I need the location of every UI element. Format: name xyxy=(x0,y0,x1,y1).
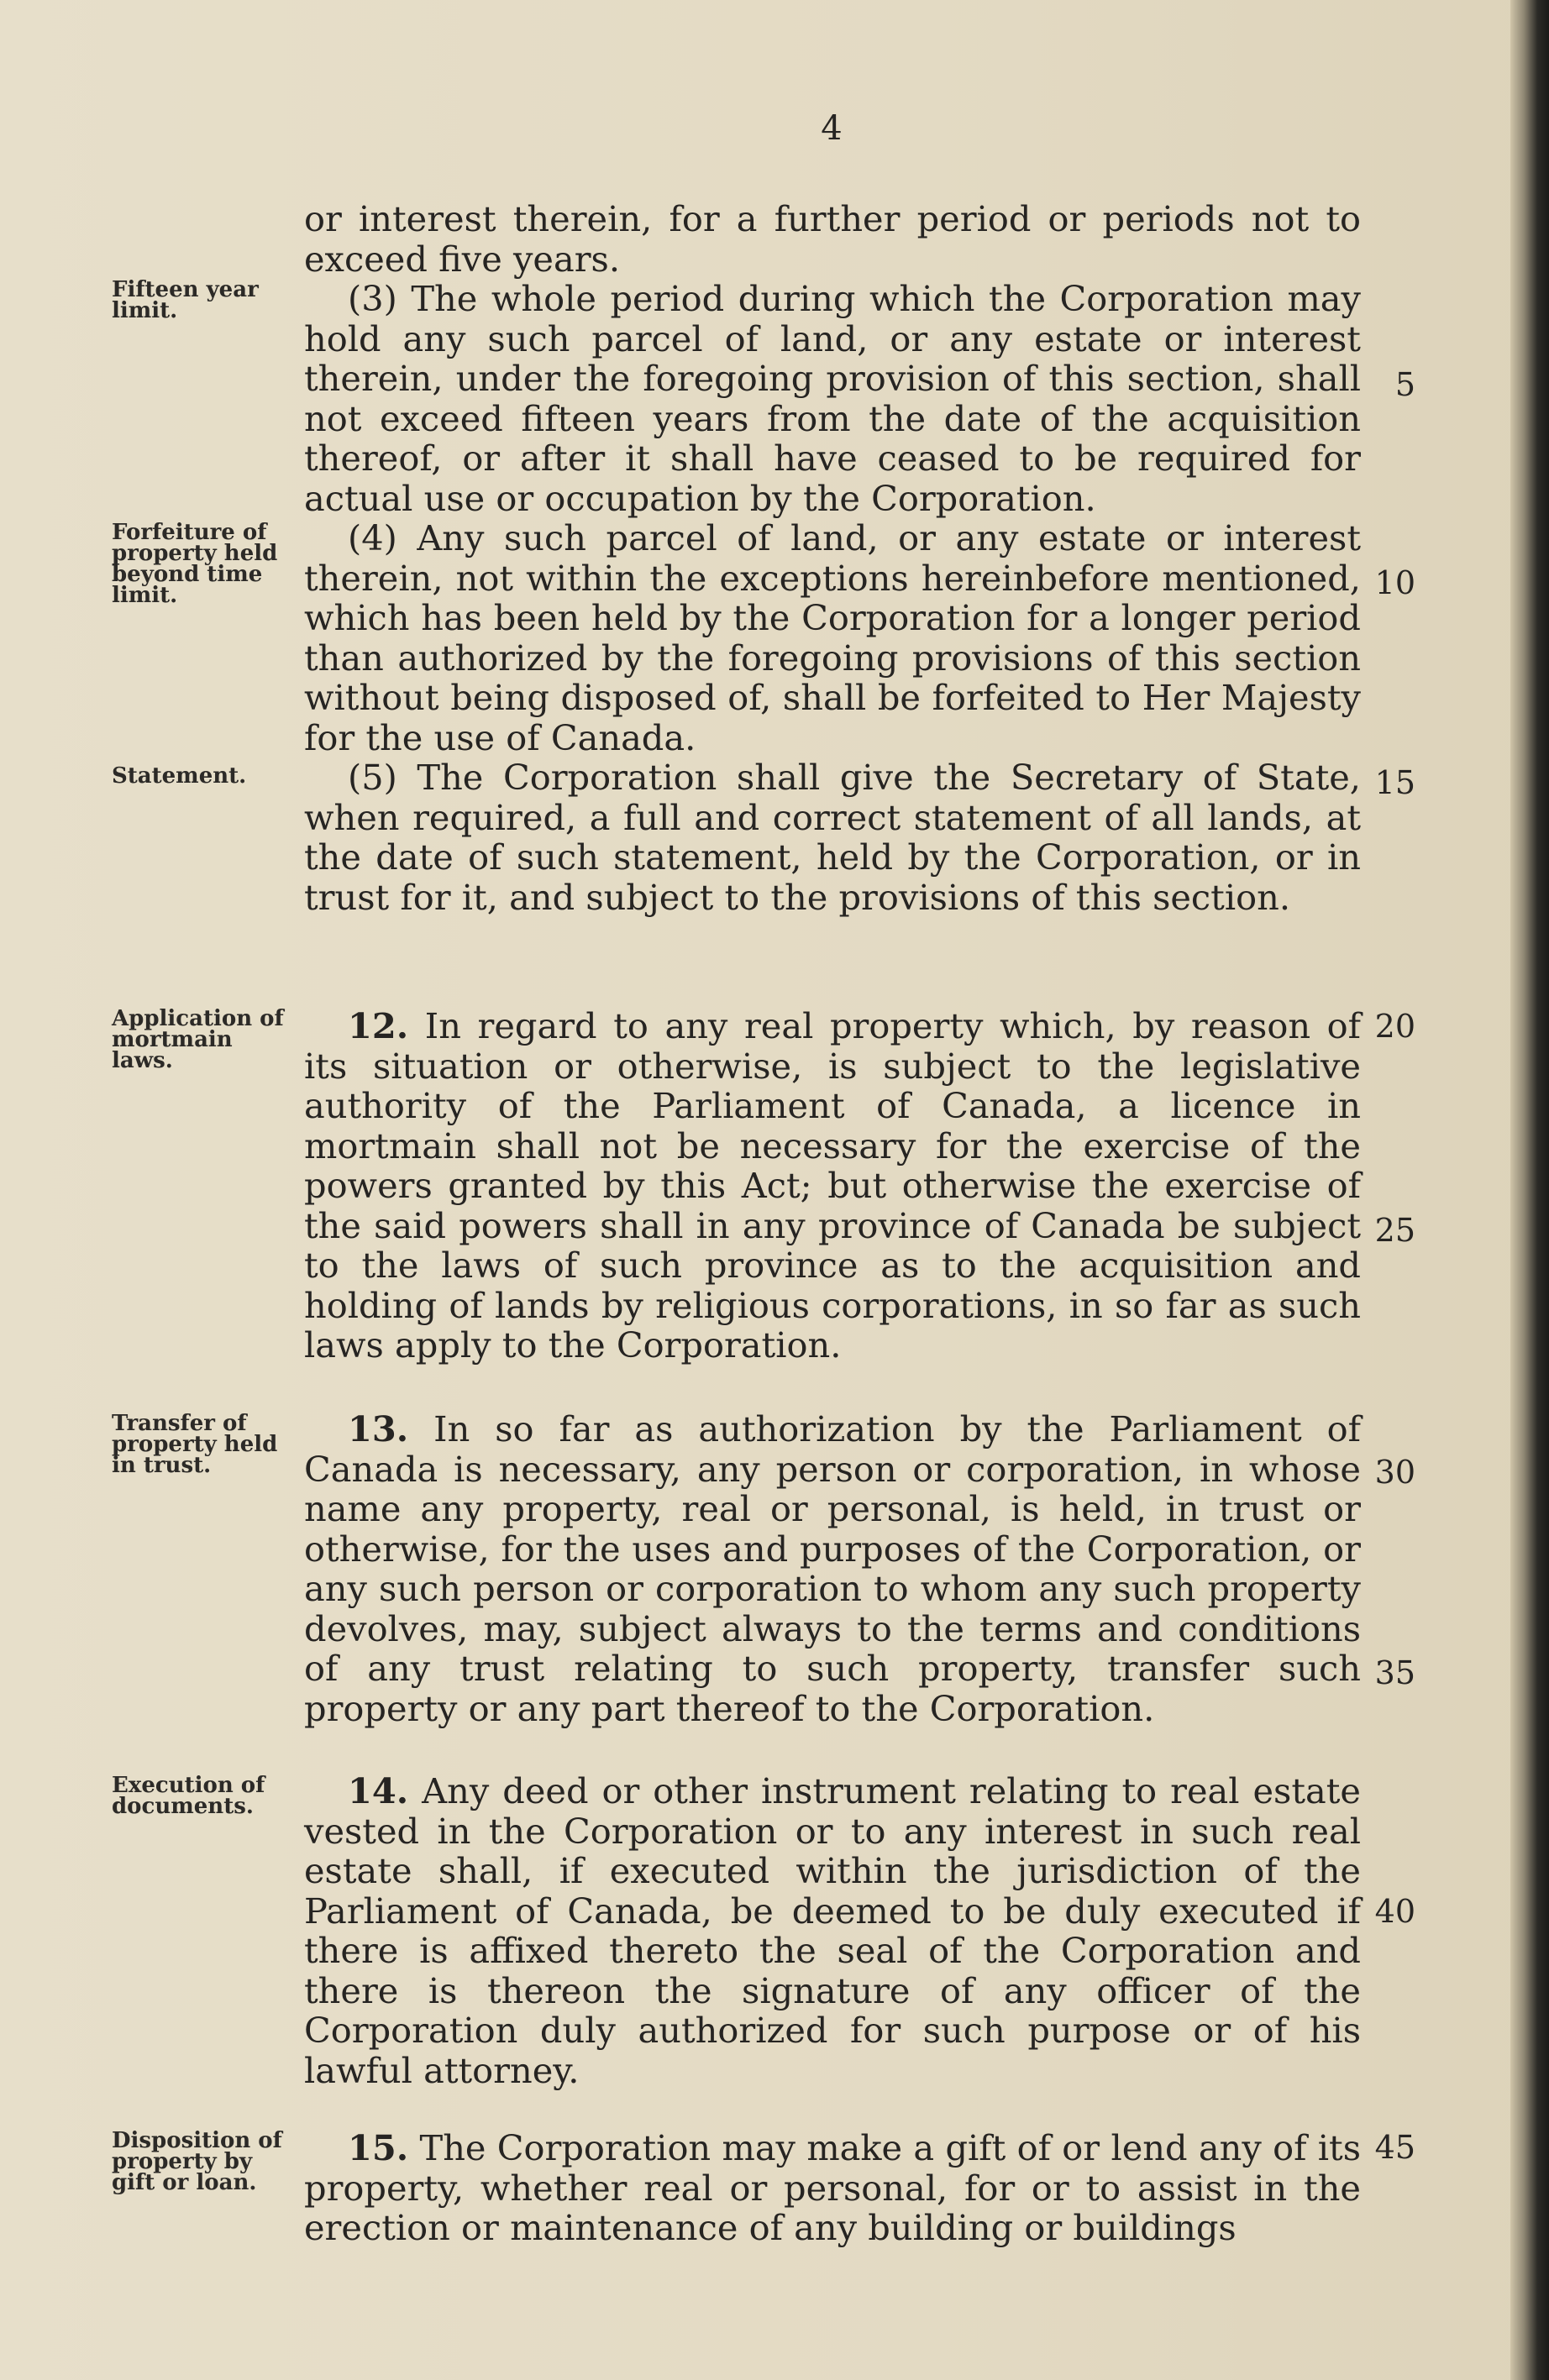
line-number: 35 xyxy=(1374,1654,1415,1691)
book-spine-edge xyxy=(1510,0,1549,2380)
margin-note-fifteen-year-limit: Fifteen year limit. xyxy=(112,277,259,323)
margin-note-mortmain: Application of mortmain laws. xyxy=(112,1006,284,1073)
margin-note-transfer: Transfer of property held in trust. xyxy=(112,1411,278,1478)
margin-note-disposition: Disposition of property by gift or loan. xyxy=(112,2128,282,2195)
page-number: 4 xyxy=(821,109,843,148)
line-number: 5 xyxy=(1394,366,1415,403)
line-number: 45 xyxy=(1374,2129,1415,2166)
section-text: In regard to any real property which, by reason of its situation or otherwise, is subject to the legislative authority of the Parliament of Canada, a licence in mortmain shall not be necessary for the exercise of the powers granted by this Act; but otherwise the exercise of the said powers shall in any province of Canada be subject to the laws of such province as to the acquisition and holding of lands by religious corporations, in so far as such laws apply to the Corporation. xyxy=(304,1005,1361,1366)
section-number: 14. xyxy=(348,1770,409,1811)
section-text: Any deed or other instrument relating to real estate vested in the Corporation or to any interest in such real estate shall, if executed within the jurisdiction of the Parliament of Canada, be deemed to be duly executed if there is affixed thereto the seal of the Corporation and there is thereon the signature of any officer of the Corporation duly authorized for such purpose or of his lawful attorney. xyxy=(304,1770,1361,2091)
paragraph-subsection-4: (4) Any such parcel of land, or any estate or interest therein, not within the exceptions hereinbefore mentioned, which has been held by the Corporation for a longer period than authorized by the foregoing provisions of this section without being disposed of, shall be forfeited to Her Majesty for the use of Canada. xyxy=(304,517,1361,758)
margin-note-execution: Execution of documents. xyxy=(112,1773,265,1819)
line-number: 40 xyxy=(1374,1893,1415,1930)
section-14 xyxy=(304,1771,1361,2090)
line-number: 15 xyxy=(1374,764,1415,801)
text-block-subsections xyxy=(304,199,1361,917)
section-text: The Corporation may make a gift of or lend any of its property, whether real or personal, for or to assist in the erection or maintenance of any building or buildings xyxy=(304,2127,1361,2248)
section-number: 13. xyxy=(348,1408,409,1449)
line-number: 30 xyxy=(1374,1454,1415,1491)
margin-note-forfeiture: Forfeiture of property held beyond time limit. xyxy=(112,520,278,608)
section-12 xyxy=(304,1006,1361,1366)
paragraph-subsection-3: (3) The whole period during which the Corporation may hold any such parcel of land, or any estate or interest therein, under the foregoing provision of this section, shall not exceed fifteen years from the date of the acquisition thereof, or after it shall have ceased to be required for actual use or occupation by the Corporation. xyxy=(304,278,1361,519)
section-13 xyxy=(304,1409,1361,1728)
paragraph-subsection-5: (5) The Corporation shall give the Secretary of State, when required, a full and correct statement of all lands, at the date of such statement, held by the Corporation, or in trust for it, and subject to the provisions of this section. xyxy=(304,757,1361,918)
paragraph-continuation: or interest therein, for a further period or periods not to exceed five years. xyxy=(304,198,1361,280)
section-text: In so far as authorization by the Parliament of Canada is necessary, any person or corporation, in whose name any property, real or personal, is held, in trust or otherwise, for the uses and purposes of the Corporation, or any such person or corporation to whom any such property devolves, may, subject always to the terms and conditions of any trust relating to such property, transfer such property or any part thereof to the Corporation. xyxy=(304,1408,1362,1729)
line-number: 25 xyxy=(1374,1212,1415,1249)
section-number: 15. xyxy=(348,2127,409,2168)
line-number: 10 xyxy=(1374,564,1415,601)
section-number: 12. xyxy=(348,1005,409,1046)
line-number: 20 xyxy=(1374,1008,1415,1045)
section-15 xyxy=(304,2128,1361,2248)
margin-note-statement: Statement. xyxy=(112,763,247,789)
